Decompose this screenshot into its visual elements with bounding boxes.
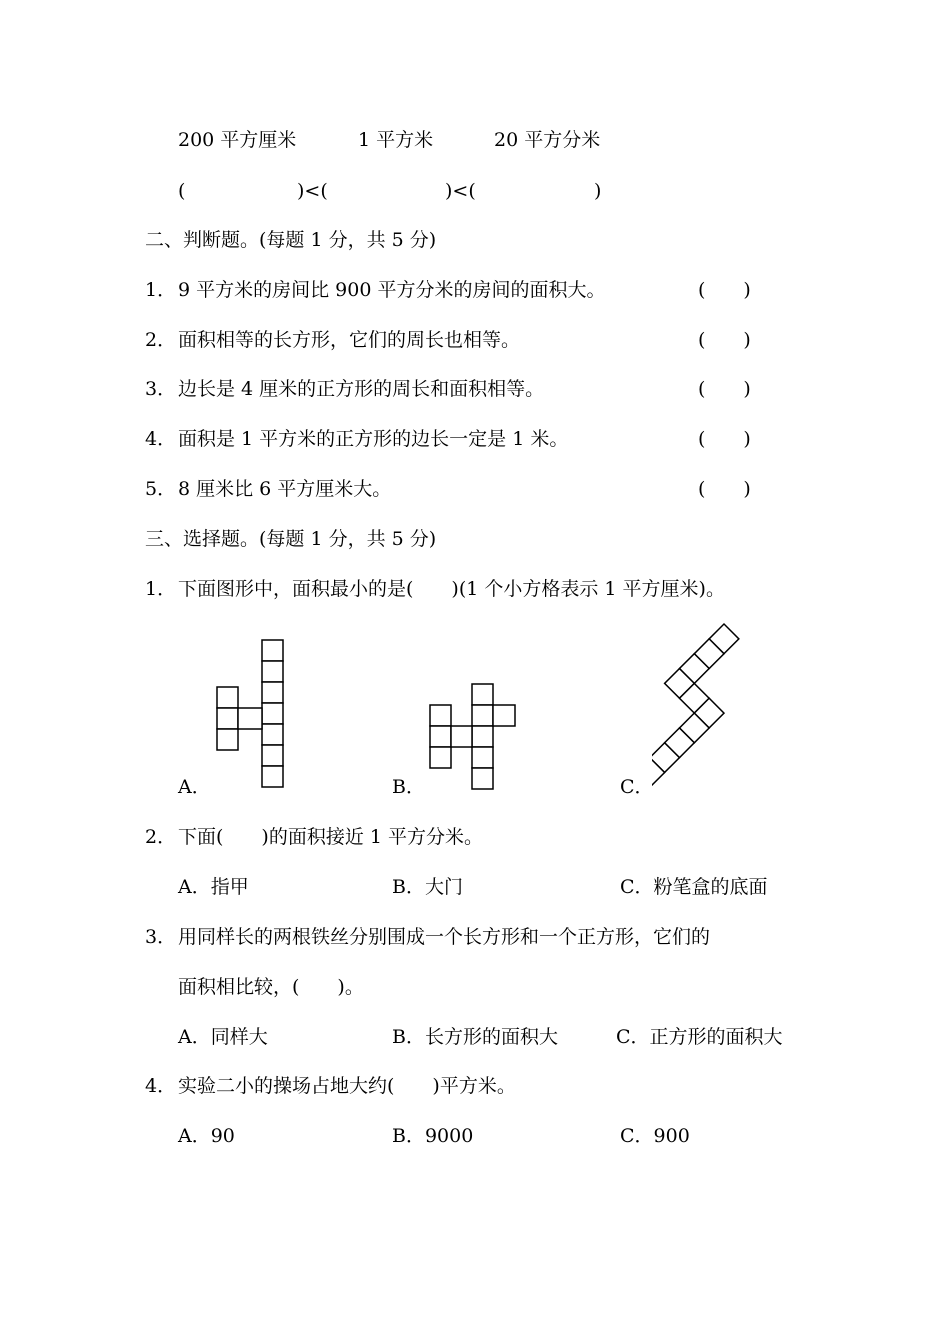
judge-2-answer-bracket[interactable]: ( )	[698, 329, 751, 351]
judge-4-number: 4．	[145, 428, 177, 450]
judge-1-text: 9 平方米的房间比 900 平方分米的房间的面积大。	[178, 279, 606, 301]
compare-open-paren: (	[178, 180, 186, 202]
choice-4-option-b[interactable]: B．9000	[392, 1125, 474, 1147]
figure-c-label: C．	[620, 776, 654, 798]
judge-5-answer-bracket[interactable]: ( )	[698, 478, 751, 500]
choice-3-option-a[interactable]: A．同样大	[178, 1026, 268, 1048]
unit-200-sq-cm: 200 平方厘米	[178, 129, 297, 151]
choice-2-option-c[interactable]: C．粉笔盒的底面	[620, 876, 768, 898]
choice-2-option-a[interactable]: A．指甲	[178, 876, 249, 898]
choice-2-text: 下面( )的面积接近 1 平方分米。	[178, 826, 483, 848]
figure-a-label: A．	[178, 776, 211, 798]
choice-4-option-c[interactable]: C．900	[620, 1125, 690, 1147]
choice-3-text-line2: 面积相比较，( )。	[178, 976, 364, 998]
choice-4-number: 4．	[145, 1075, 177, 1097]
figure-c-grid	[652, 622, 748, 800]
section2-title: 二、判断题。(每题 1 分，共 5 分)	[145, 229, 437, 251]
judge-2-text: 面积相等的长方形，它们的周长也相等。	[178, 329, 521, 351]
judge-4-answer-bracket[interactable]: ( )	[698, 428, 751, 450]
choice-1-number: 1．	[145, 578, 177, 600]
unit-20-sq-dm: 20 平方分米	[494, 129, 601, 151]
judge-1-number: 1．	[145, 279, 177, 301]
compare-less-than-1: )<(	[297, 180, 328, 202]
figure-b-label: B．	[392, 776, 425, 798]
choice-3-option-c[interactable]: C．正方形的面积大	[616, 1026, 783, 1048]
choice-1-text: 下面图形中，面积最小的是( )(1 个小方格表示 1 平方厘米)。	[178, 578, 725, 600]
judge-3-number: 3．	[145, 378, 177, 400]
choice-3-option-b[interactable]: B．长方形的面积大	[392, 1026, 558, 1048]
judge-2-number: 2．	[145, 329, 177, 351]
judge-3-text: 边长是 4 厘米的正方形的周长和面积相等。	[178, 378, 545, 400]
judge-3-answer-bracket[interactable]: ( )	[698, 378, 751, 400]
choice-3-number: 3．	[145, 926, 177, 948]
compare-less-than-2: )<(	[445, 180, 476, 202]
choice-4-text: 实验二小的操场占地大约( )平方米。	[178, 1075, 516, 1097]
judge-5-text: 8 厘米比 6 平方厘米大。	[178, 478, 392, 500]
judge-5-number: 5．	[145, 478, 177, 500]
figure-a-grid	[212, 638, 288, 798]
choice-2-option-b[interactable]: B．大门	[392, 876, 463, 898]
judge-4-text: 面积是 1 平方米的正方形的边长一定是 1 米。	[178, 428, 569, 450]
unit-1-sq-m: 1 平方米	[358, 129, 434, 151]
choice-3-text-line1: 用同样长的两根铁丝分别围成一个长方形和一个正方形，它们的	[178, 926, 711, 948]
judge-1-answer-bracket[interactable]: ( )	[698, 279, 751, 301]
figure-b-grid	[426, 682, 520, 798]
choice-2-number: 2．	[145, 826, 177, 848]
section3-title: 三、选择题。(每题 1 分，共 5 分)	[145, 528, 437, 550]
choice-4-option-a[interactable]: A．90	[178, 1125, 235, 1147]
compare-close-paren: )	[594, 180, 602, 202]
